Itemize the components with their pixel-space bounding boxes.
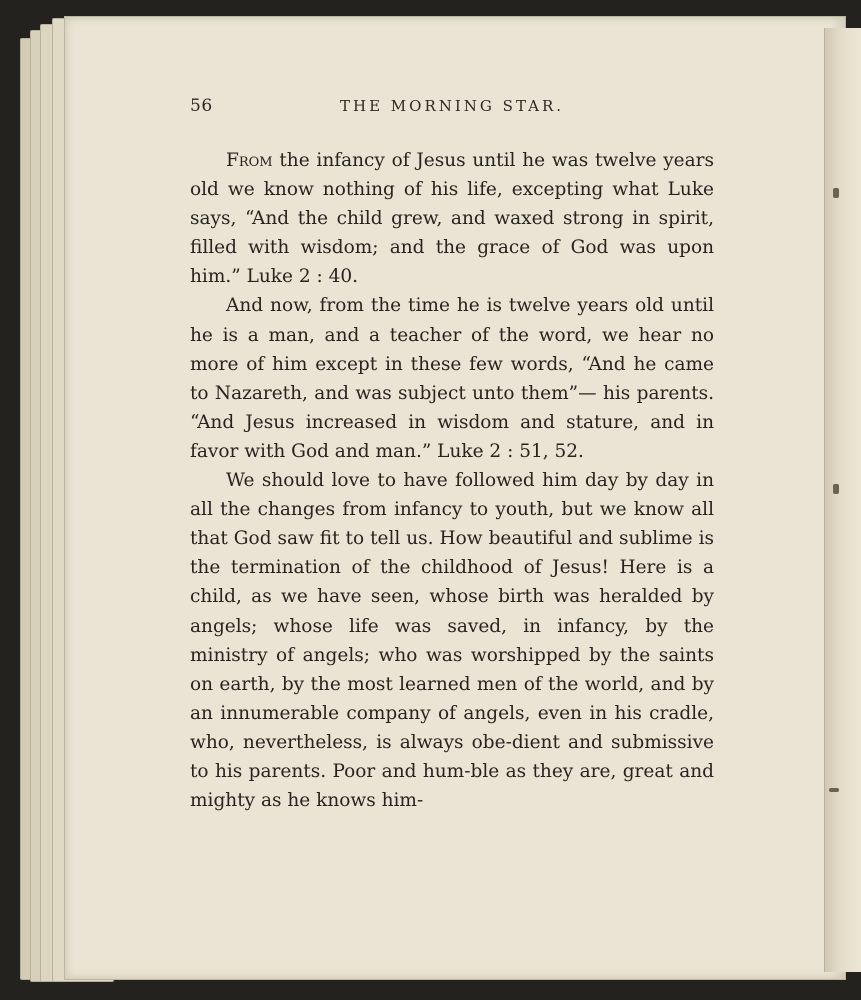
binding-thread: [833, 188, 839, 198]
body-text: [190, 146, 714, 815]
running-head: [190, 96, 710, 122]
next-page-gutter: [824, 28, 861, 972]
paragraph-text: We should love to have followed him day by day in all the changes from infancy to youth, but we know all that God saw fit to tell us. How beautiful and sublime is the termination of the childhood of Jesus! Here is a child, as we have seen, whose birth was heralded by angels; whose life was saved, in infancy, by the ministry of angels; who was worshipped by the saints on earth, by the most learned men of the world, and by an innumerable company of angels, even in his cradle, who, nevertheless, is always obe-dient and submissive to his parents. Poor and hum-ble as they are, great and mighty as he knows him-: [190, 470, 714, 812]
paragraph-lead: From: [226, 150, 273, 171]
page-number: 56: [190, 96, 213, 116]
paragraph-text: And now, from the time he is twelve years old until he is a man, and a teacher of the word, we hear no more of him except in these few words, “And he came to Nazareth, and was subject unto them”— his parents. “And Jesus increased in wisdom and stature, and in favor with God and man.” Luke 2 : 51, 52.: [190, 295, 714, 462]
running-title: THE MORNING STAR.: [340, 97, 565, 115]
paragraph: [190, 146, 714, 291]
paragraph-text: the infancy of Jesus until he was twelve years old we know nothing of his life, excepting what Luke says, “And the child grew, and waxed strong in spirit, filled with wisdom; and the grace of God was upon him.” Luke 2 : 40.: [190, 150, 714, 288]
paragraph: [190, 291, 714, 466]
binding-thread: [829, 788, 839, 792]
binding-thread: [833, 484, 839, 494]
paragraph: [190, 466, 714, 815]
